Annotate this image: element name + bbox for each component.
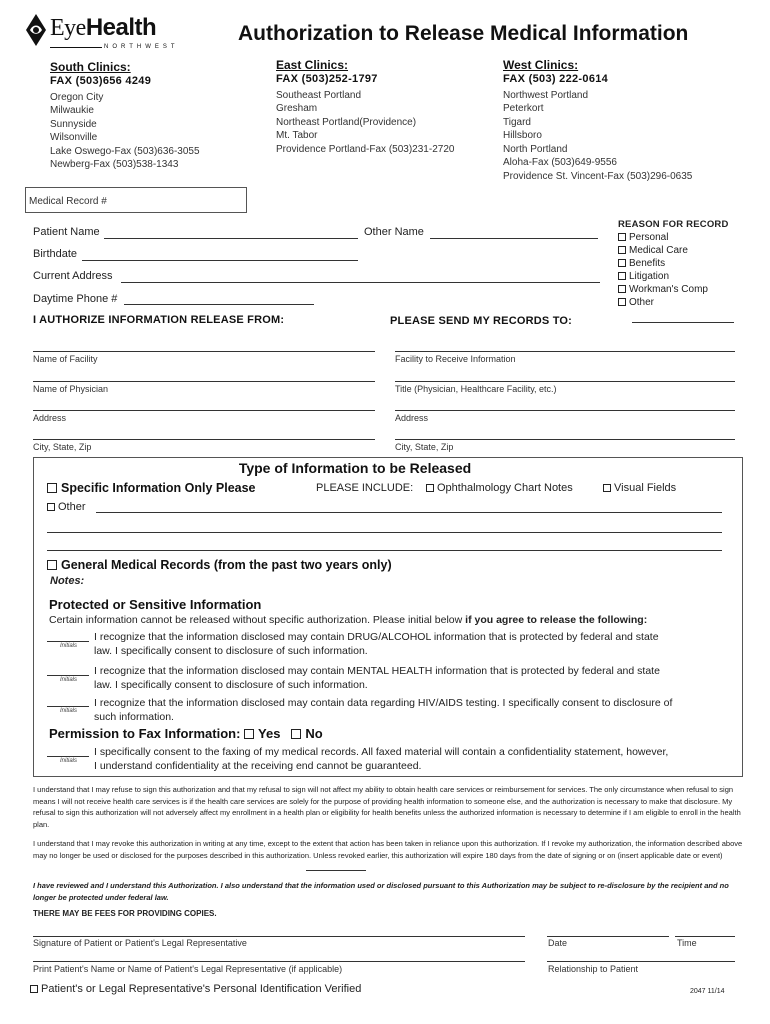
initials-label: Initials — [60, 677, 78, 683]
checkbox-icon[interactable] — [30, 985, 38, 993]
medical-record-field[interactable] — [25, 187, 247, 213]
south-clinics — [50, 60, 200, 172]
current-address-input[interactable] — [121, 282, 600, 283]
date-label: Date — [548, 938, 568, 948]
relationship-label: Relationship to Patient — [548, 964, 639, 974]
logo-subtitle: NORTHWEST — [104, 44, 179, 50]
clinic-heading: South Clinics: — [50, 60, 131, 74]
reason-option-workmans-comp[interactable]: Workman's Comp — [618, 283, 729, 296]
to-address-input[interactable] — [395, 410, 735, 411]
checkbox-icon[interactable] — [618, 285, 626, 293]
from-city-label: City, State, Zip — [33, 442, 92, 452]
facility-name-label: Name of Facility — [33, 354, 98, 364]
clinic-location: Tigard — [503, 116, 531, 128]
from-city-input[interactable] — [33, 439, 375, 440]
type-of-information-title: Type of Information to be Released — [238, 460, 472, 476]
initials-label: Initials — [60, 643, 78, 649]
consent-hiv-aids: I recognize that the information disclosed may contain data regarding HIV/AIDS testing. I specifically consent to disclosure of such information. — [94, 697, 673, 723]
reason-option-other[interactable]: Other — [618, 296, 729, 309]
reason-other-input[interactable] — [632, 322, 734, 323]
consent-mental-health: I recognize that the information disclosed may contain MENTAL HEALTH information that is protected by federal and state law. I specifically consent to disclosure of such information. — [94, 665, 660, 691]
initials-input-hiv-aids[interactable] — [47, 706, 89, 707]
clinic-location: Milwaukie — [50, 105, 94, 116]
initials-label: Initials — [60, 708, 78, 714]
signature-label: Signature of Patient or Patient's Legal Representative — [33, 938, 247, 948]
id-verified-option[interactable]: Patient's or Legal Representative's Personal Identification Verified — [30, 983, 361, 995]
clinic-fax: FAX (503) 222-0614 — [503, 73, 609, 85]
checkbox-icon[interactable] — [618, 259, 626, 267]
other-info-input-2[interactable] — [47, 532, 722, 533]
eye-logo-icon — [24, 12, 48, 48]
clinic-heading: East Clinics: — [276, 58, 349, 72]
checkbox-icon[interactable] — [47, 503, 55, 511]
birthdate-label: Birthdate — [33, 248, 78, 260]
fax-permission: Permission to Fax Information: Yes No — [49, 726, 323, 741]
consent-fax: I specifically consent to the faxing of my medical records. All faxed material will contain a confidentiality statement, however, I understand confidentiality at the receiving end cannot be guaranteed. — [94, 746, 669, 772]
reason-option-medical-care[interactable]: Medical Care — [618, 244, 729, 257]
other-info-option[interactable]: Other — [47, 501, 86, 513]
print-name-input[interactable] — [33, 961, 525, 962]
checkbox-icon[interactable] — [618, 246, 626, 254]
initials-input-drug-alcohol[interactable] — [47, 641, 89, 642]
fax-yes-option[interactable]: Yes — [244, 726, 280, 741]
reason-option-personal[interactable]: Personal — [618, 231, 729, 244]
clinic-location: Providence Portland-Fax (503)231-2720 — [276, 143, 455, 155]
checkbox-icon[interactable] — [47, 483, 57, 493]
recipient-title-input[interactable] — [395, 381, 735, 382]
please-include-label: PLEASE INCLUDE: — [316, 482, 414, 494]
daytime-phone-label: Daytime Phone # — [33, 293, 118, 305]
consent-drug-alcohol: I recognize that the information disclosed may contain DRUG/ALCOHOL information that is protected by federal and state law. I specifically consent to disclosure of such information. — [94, 631, 659, 657]
reason-title: REASON FOR RECORD — [618, 219, 729, 230]
medical-record-label: Medical Record # — [29, 196, 107, 207]
checkbox-icon[interactable] — [603, 484, 611, 492]
expiration-date-input[interactable] — [306, 870, 366, 871]
clinic-location: Sunnyside — [50, 118, 97, 130]
clinic-location: Northwest Portland — [503, 89, 589, 101]
legal-review-paragraph: I have reviewed and I understand this Authorization. I also understand that the information used or disclosed pursuant to this Authorization may be subject to re-disclosure by the recipient and no longer be protected under federal law. — [33, 881, 729, 902]
patient-name-label: Patient Name — [33, 226, 100, 238]
fax-no-option[interactable]: No — [291, 726, 322, 741]
patient-name-input[interactable] — [104, 238, 358, 239]
daytime-phone-input[interactable] — [124, 304, 314, 305]
checkbox-icon[interactable] — [244, 729, 254, 739]
logo-rule — [50, 47, 102, 48]
from-address-input[interactable] — [33, 410, 375, 411]
eyehealth-logo — [24, 12, 184, 52]
reason-for-record — [618, 218, 729, 309]
physician-name-input[interactable] — [33, 381, 375, 382]
logo-wordmark: EyeHealth — [50, 14, 157, 41]
release-to-label: PLEASE SEND MY RECORDS TO: — [390, 315, 573, 327]
legal-refusal-paragraph: I understand that I may refuse to sign this authorization and that my refusal to sign will not affect my ability to obtain health care services or reimbursement for services. The only circumstance when refusal to sign means I will not receive health care services is if the health care services are solely for the purpose of providing health information to someone else, and the authorization is necessary to make that disclosure. My refusal to sign this authorization will not adversely affect my enrollment in a health plan or eligibility for health benefits unless the authorized information is necessary to determine if I am eligible to enroll in the health plan. — [33, 785, 741, 829]
clinic-location: Northeast Portland(Providence) — [276, 116, 417, 128]
reason-option-benefits[interactable]: Benefits — [618, 257, 729, 270]
checkbox-icon[interactable] — [47, 560, 57, 570]
other-name-input[interactable] — [430, 238, 598, 239]
clinic-location: North Portland — [503, 143, 568, 155]
checkbox-icon[interactable] — [618, 233, 626, 241]
checkbox-icon[interactable] — [426, 484, 434, 492]
form-code: 2047 11/14 — [690, 988, 725, 995]
initials-input-mental-health[interactable] — [47, 675, 89, 676]
signature-input[interactable] — [33, 936, 525, 937]
east-clinics — [276, 58, 454, 156]
opt-visual-fields[interactable]: Visual Fields — [603, 482, 676, 494]
clinic-location: Southeast Portland — [276, 89, 362, 101]
to-city-label: City, State, Zip — [395, 442, 454, 452]
page-title: Authorization to Release Medical Information — [238, 22, 689, 45]
general-records-option[interactable]: General Medical Records (from the past two years only) — [47, 558, 392, 572]
reason-option-litigation[interactable]: Litigation — [618, 270, 729, 283]
clinic-location: Aloha-Fax (503)649-9556 — [503, 157, 617, 168]
legal-revoke-paragraph: I understand that I may revoke this authorization in writing at any time, except to the extent that action has been taken in reliance upon this authorization. If I revoke my authorization, the information described above may no longer be used or disclosed for the purposes described in this authorization. Unless revoked earlier, this authorization will expire 180 days from the date of signing or on (insert applicable date or event) — [33, 839, 743, 860]
clinic-fax: FAX (503)656 4249 — [50, 75, 152, 87]
release-from-label: I AUTHORIZE INFORMATION RELEASE FROM: — [33, 314, 285, 326]
clinic-location: Providence St. Vincent-Fax (503)296-0635 — [503, 170, 693, 182]
clinic-location: Lake Oswego-Fax (503)636-3055 — [50, 145, 200, 157]
relationship-input[interactable] — [547, 961, 735, 962]
other-info-input[interactable] — [96, 512, 722, 513]
clinic-location: Newberg-Fax (503)538-1343 — [50, 159, 179, 170]
checkbox-icon[interactable] — [618, 272, 626, 280]
birthdate-input[interactable] — [82, 260, 358, 261]
print-name-label: Print Patient's Name or Name of Patient's Legal Representative (if applicable) — [33, 964, 343, 974]
checkbox-icon[interactable] — [291, 729, 301, 739]
physician-name-label: Name of Physician — [33, 384, 109, 394]
date-input[interactable] — [547, 936, 669, 937]
notes-label: Notes: — [50, 575, 85, 587]
clinic-fax: FAX (503)252-1797 — [276, 73, 378, 85]
receiving-facility-input[interactable] — [395, 351, 735, 352]
initials-input-fax[interactable] — [47, 756, 89, 757]
recipient-title-label: Title (Physician, Healthcare Facility, etc.) — [395, 384, 557, 394]
protected-info-intro: Certain information cannot be released without specific authorization. Please initial below if you agree to release the following: — [49, 614, 648, 626]
time-input[interactable] — [675, 936, 735, 937]
current-address-label: Current Address — [33, 270, 113, 282]
receiving-facility-label: Facility to Receive Information — [395, 354, 516, 364]
clinic-location: Mt. Tabor — [276, 130, 318, 141]
other-name-label: Other Name — [364, 226, 424, 238]
clinic-location: Hillsboro — [503, 130, 542, 141]
from-address-label: Address — [33, 413, 67, 423]
west-clinics — [503, 58, 692, 183]
to-city-input[interactable] — [395, 439, 735, 440]
other-info-input-3[interactable] — [47, 550, 722, 551]
specific-info-option[interactable]: Specific Information Only Please — [47, 481, 256, 495]
to-address-label: Address — [395, 413, 429, 423]
clinic-location: Gresham — [276, 103, 318, 114]
fees-notice: THERE MAY BE FEES FOR PROVIDING COPIES. — [33, 909, 217, 918]
facility-name-input[interactable] — [33, 351, 375, 352]
protected-info-title: Protected or Sensitive Information — [49, 597, 262, 612]
clinic-location: Wilsonville — [50, 132, 98, 143]
opt-chart-notes[interactable]: Ophthalmology Chart Notes — [426, 482, 573, 494]
checkbox-icon[interactable] — [618, 298, 626, 306]
clinic-location: Peterkort — [503, 103, 544, 114]
clinic-location: Oregon City — [50, 91, 104, 103]
time-label: Time — [677, 938, 697, 948]
clinic-heading: West Clinics: — [503, 58, 579, 72]
initials-label: Initials — [60, 758, 78, 764]
